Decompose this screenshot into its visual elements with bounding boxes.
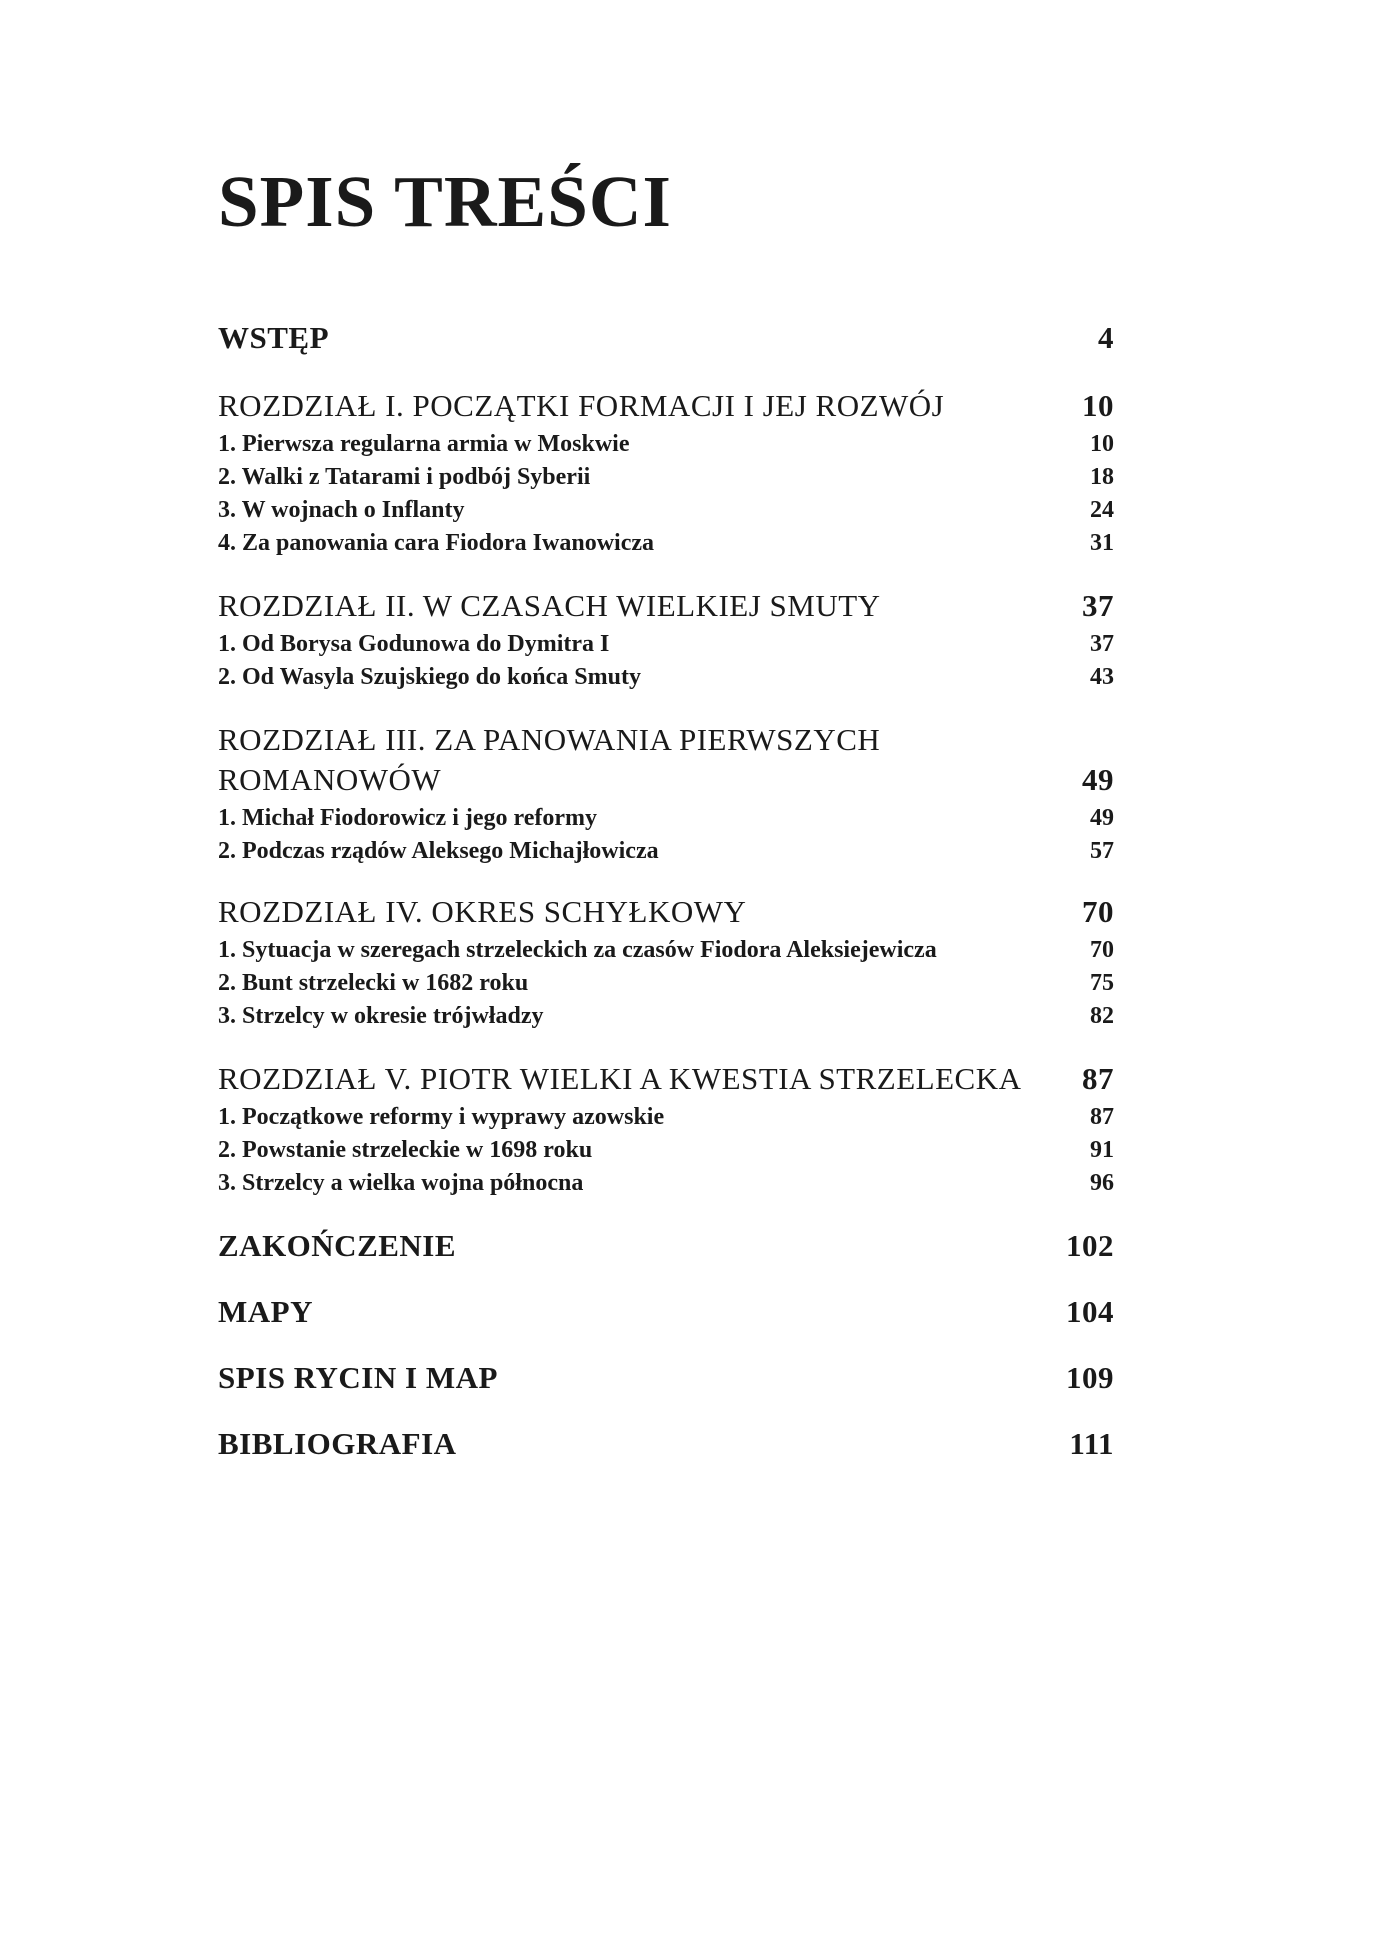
toc-section-row [218, 628, 1114, 661]
toc-chapter-heading [218, 1226, 1114, 1266]
toc-chapter-title: ROZDZIAŁ II. W CZASACH WIELKIEJ SMUTY [218, 588, 881, 623]
toc-chapter-heading [218, 386, 1114, 426]
toc-section-page-number: 43 [1090, 664, 1114, 690]
toc-section-row [218, 428, 1114, 461]
toc-chapter-heading [218, 892, 1114, 932]
toc-chapter [218, 1424, 1114, 1464]
toc-chapter-heading [218, 1358, 1114, 1398]
toc-section-page-number: 87 [1090, 1104, 1114, 1130]
toc-section-page-number: 82 [1090, 1003, 1114, 1029]
toc-chapter-title: SPIS RYCIN I MAP [218, 1360, 498, 1395]
toc-section-title: 2. Podczas rządów Aleksego Michajłowicza [218, 838, 659, 864]
toc-section-row [218, 934, 1114, 967]
toc-section-page-number: 70 [1090, 937, 1114, 963]
toc-section-list [218, 628, 1114, 694]
toc-section-row [218, 967, 1114, 1000]
page-title: SPIS TREŚCI [218, 161, 672, 242]
toc-chapter [218, 586, 1114, 694]
toc-chapter-page-number: 109 [1066, 1360, 1114, 1395]
toc-chapter-title: ROZDZIAŁ III. ZA PANOWANIA PIERWSZYCH ROMANOWÓW [218, 722, 881, 797]
toc-chapter-heading [218, 1424, 1114, 1464]
toc-section-title: 1. Sytuacja w szeregach strzeleckich za czasów Fiodora Aleksiejewicza [218, 937, 937, 963]
toc-chapter-title: ROZDZIAŁ I. POCZĄTKI FORMACJI I JEJ ROZWÓJ [218, 388, 945, 423]
toc-chapter-heading [218, 318, 1114, 358]
toc-section-title: 4. Za panowania cara Fiodora Iwanowicza [218, 530, 655, 556]
toc-section-title: 3. Strzelcy a wielka wojna północna [218, 1170, 584, 1196]
toc-section-title: 1. Początkowe reformy i wyprawy azowskie [218, 1104, 665, 1130]
toc-section-page-number: 91 [1090, 1137, 1114, 1163]
toc-section-title: 2. Walki z Tatarami i podbój Syberii [218, 464, 591, 490]
toc-chapter-page-number: 70 [1082, 894, 1114, 929]
toc-chapter [218, 720, 1114, 868]
toc-chapter-heading [218, 720, 1114, 800]
toc-section-title: 2. Od Wasyla Szujskiego do końca Smuty [218, 664, 641, 690]
toc-chapter [218, 318, 1114, 358]
toc-chapter [218, 1358, 1114, 1398]
toc-section-list [218, 1101, 1114, 1200]
toc-section-list [218, 802, 1114, 868]
toc-section-page-number: 18 [1090, 464, 1114, 490]
toc-chapter-page-number: 37 [1082, 588, 1114, 623]
toc-chapter-page-number: 104 [1066, 1294, 1114, 1329]
toc-chapter-page-number: 111 [1069, 1426, 1114, 1461]
toc-section-page-number: 49 [1090, 805, 1114, 831]
toc-chapter [218, 1292, 1114, 1332]
toc-chapter-heading [218, 1059, 1114, 1099]
toc-section-row [218, 461, 1114, 494]
toc-section-title: 1. Pierwsza regularna armia w Moskwie [218, 431, 630, 457]
toc-chapter-title: ROZDZIAŁ V. PIOTR WIELKI A KWESTIA STRZELECKA [218, 1061, 1022, 1096]
toc-chapter [218, 1059, 1114, 1200]
toc-chapter-title: BIBLIOGRAFIA [218, 1426, 457, 1461]
toc-section-title: 1. Od Borysa Godunowa do Dymitra I [218, 631, 610, 657]
toc-section-row [218, 494, 1114, 527]
toc-section-page-number: 75 [1090, 970, 1114, 996]
toc-chapter-page-number: 87 [1082, 1061, 1114, 1096]
toc-chapter-page-number: 49 [1082, 762, 1114, 797]
toc-chapter-page-number: 10 [1082, 388, 1114, 423]
toc-section-list [218, 428, 1114, 560]
toc-section-page-number: 37 [1090, 631, 1114, 657]
toc-section-title: 1. Michał Fiodorowicz i jego reformy [218, 805, 598, 831]
toc-section-row [218, 527, 1114, 560]
toc-chapter-title: WSTĘP [218, 320, 330, 355]
toc-section-row [218, 802, 1114, 835]
toc-section-row [218, 1134, 1114, 1167]
toc-chapter-heading [218, 586, 1114, 626]
toc-section-page-number: 57 [1090, 838, 1114, 864]
toc-section-title: 3. Strzelcy w okresie trójwładzy [218, 1003, 544, 1029]
toc-section-title: 2. Bunt strzelecki w 1682 roku [218, 970, 529, 996]
toc-section-page-number: 96 [1090, 1170, 1114, 1196]
toc-section-title: 2. Powstanie strzeleckie w 1698 roku [218, 1137, 593, 1163]
toc-chapter [218, 1226, 1114, 1266]
toc-chapter-title: MAPY [218, 1294, 313, 1329]
toc-chapter-title: ZAKOŃCZENIE [218, 1228, 457, 1263]
toc-chapter-title: ROZDZIAŁ IV. OKRES SCHYŁKOWY [218, 894, 747, 929]
toc-section-title: 3. W wojnach o Inflanty [218, 497, 465, 523]
toc-section-row [218, 835, 1114, 868]
toc-chapter-heading [218, 1292, 1114, 1332]
toc-chapter-page-number: 4 [1098, 320, 1114, 355]
toc-section-row [218, 1101, 1114, 1134]
toc-section-page-number: 31 [1090, 530, 1114, 556]
toc-chapter [218, 892, 1114, 1033]
toc-chapter-page-number: 102 [1066, 1228, 1114, 1263]
toc-section-page-number: 10 [1090, 431, 1114, 457]
toc-section-row [218, 1167, 1114, 1200]
toc-section-list [218, 934, 1114, 1033]
toc-chapter [218, 386, 1114, 560]
toc-section-row [218, 1000, 1114, 1033]
toc-list [218, 318, 1114, 1464]
toc-section-page-number: 24 [1090, 497, 1114, 523]
toc-section-row [218, 661, 1114, 694]
